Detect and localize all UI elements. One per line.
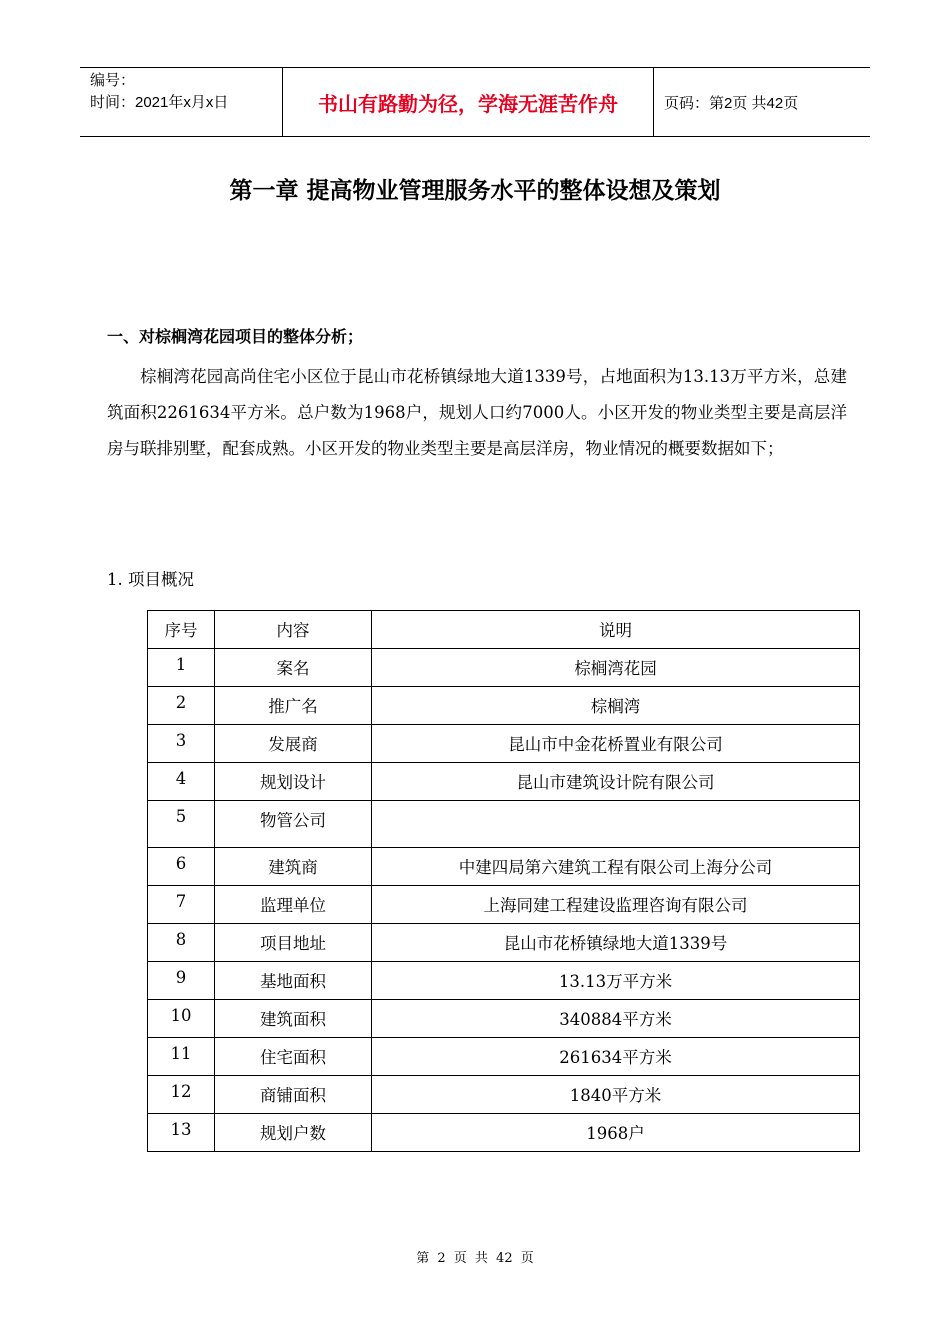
table-row	[148, 1076, 860, 1114]
table-cell: 规划户数	[215, 1114, 372, 1152]
table-cell: 案名	[215, 649, 372, 687]
section-heading: 一、对棕榈湾花园项目的整体分析；	[107, 327, 364, 346]
table-cell: 物管公司	[215, 801, 372, 848]
intro-paragraph: 棕榈湾花园高尚住宅小区位于昆山市花桥镇绿地大道1339号，占地面积为13.13万平方米，总建筑面积2261634平方米。总户数为1968户，规划人口约7000人。小区开发的物业类型主要是高层洋房与联排别墅，配套成熟。小区开发的物业类型主要是高层洋房，物业情况的概要数据如下；	[107, 367, 847, 458]
table-row	[148, 962, 860, 1000]
table-cell: 12	[148, 1076, 215, 1114]
table-row	[148, 1114, 860, 1152]
table-cell: 3	[148, 725, 215, 763]
table-row	[148, 763, 860, 801]
table-cell: 2	[148, 687, 215, 725]
table-cell: 6	[148, 848, 215, 886]
header-motto: 书山有路勤为径，学海无涯苦作舟	[283, 68, 654, 137]
table-cell: 11	[148, 1038, 215, 1076]
table-row	[148, 1000, 860, 1038]
table-cell: 1968户	[372, 1114, 860, 1152]
table-cell: 340884平方米	[372, 1000, 860, 1038]
table-header-cell: 说明	[372, 611, 860, 649]
table-cell: 10	[148, 1000, 215, 1038]
table-cell: 中建四局第六建筑工程有限公司上海分公司	[372, 848, 860, 886]
table-cell: 规划设计	[215, 763, 372, 801]
time-label: 时间：2021年x月x日	[90, 94, 229, 111]
table-cell: 建筑面积	[215, 1000, 372, 1038]
table-cell: 9	[148, 962, 215, 1000]
table-cell: 昆山市花桥镇绿地大道1339号	[372, 924, 860, 962]
list-label: 1. 项目概况	[107, 570, 194, 589]
table-header-cell: 序号	[148, 611, 215, 649]
page-header	[80, 67, 870, 137]
table-cell: 13.13万平方米	[372, 962, 860, 1000]
table-row	[148, 687, 860, 725]
table-cell: 棕榈湾花园	[372, 649, 860, 687]
table-cell: 4	[148, 763, 215, 801]
table-cell: 13	[148, 1114, 215, 1152]
header-left	[80, 68, 283, 137]
table-header-row	[148, 611, 860, 649]
table-cell: 8	[148, 924, 215, 962]
table-cell: 商铺面积	[215, 1076, 372, 1114]
table-row	[148, 725, 860, 763]
page-footer: 第 2 页 共 42 页	[416, 1251, 534, 1266]
table-cell: 项目地址	[215, 924, 372, 962]
table-cell: 推广名	[215, 687, 372, 725]
table-cell: 昆山市中金花桥置业有限公司	[372, 725, 860, 763]
table-row	[148, 886, 860, 924]
table-cell: 上海同建工程建设监理咨询有限公司	[372, 886, 860, 924]
table-row	[148, 924, 860, 962]
table-row	[148, 649, 860, 687]
table-cell: 基地面积	[215, 962, 372, 1000]
table-body	[148, 649, 860, 1152]
table-row	[148, 801, 860, 848]
header-page-info: 页码：第2页 共42页	[654, 68, 871, 137]
table-cell: 监理单位	[215, 886, 372, 924]
table-cell	[372, 801, 860, 848]
table-header-cell: 内容	[215, 611, 372, 649]
table-cell: 7	[148, 886, 215, 924]
table-cell: 1840平方米	[372, 1076, 860, 1114]
table-row	[148, 848, 860, 886]
number-label: 编号：	[90, 72, 136, 89]
project-overview-table	[147, 610, 860, 1152]
table-cell: 5	[148, 801, 215, 848]
table-row	[148, 1038, 860, 1076]
table-cell: 建筑商	[215, 848, 372, 886]
table-cell: 261634平方米	[372, 1038, 860, 1076]
table-cell: 发展商	[215, 725, 372, 763]
chapter-title: 第一章 提高物业管理服务水平的整体设想及策划	[229, 178, 721, 204]
table-cell: 棕榈湾	[372, 687, 860, 725]
table-cell: 1	[148, 649, 215, 687]
table-cell: 住宅面积	[215, 1038, 372, 1076]
table-cell: 昆山市建筑设计院有限公司	[372, 763, 860, 801]
